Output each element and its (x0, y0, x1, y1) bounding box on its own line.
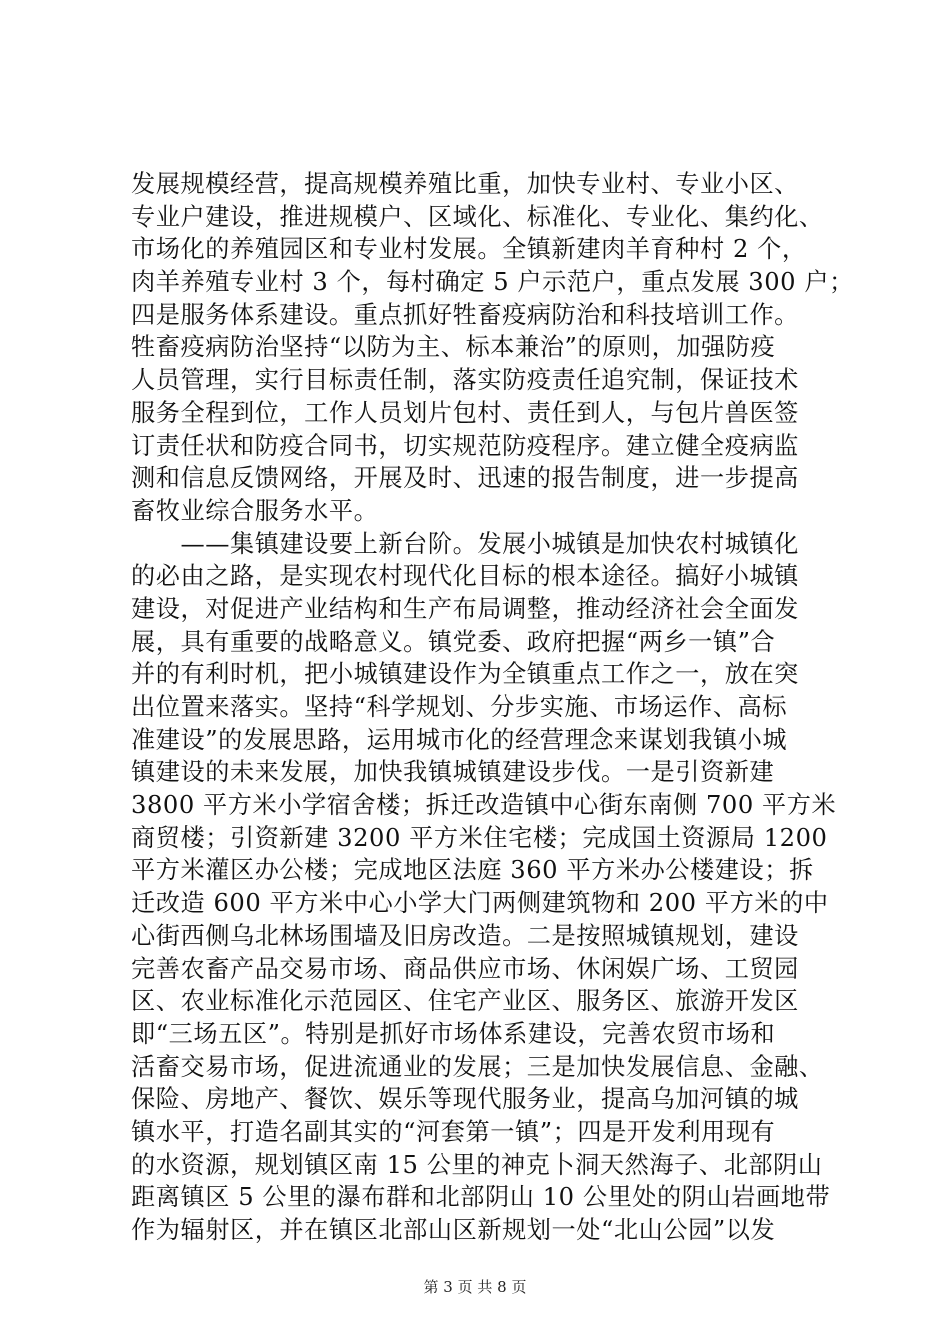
text-line: 镇水平，打造名副其实的“河套第一镇”；四是开发利用现有 (131, 1117, 776, 1146)
text-line: 测和信息反馈网络，开展及时、迅速的报告制度，进一步提高 (131, 464, 799, 493)
text-line: 迁改造 600 平方米中心小学大门两侧建筑物和 200 平方米的中 (131, 889, 829, 918)
text-line: 心街西侧乌北林场围墙及旧房改造。二是按照城镇规划，建设 (131, 921, 799, 950)
page-number-footer: 第 3 页 共 8 页 (423, 1278, 527, 1296)
text-line: 专业户建设，推进规模户、区域化、标准化、专业化、集约化、 (131, 202, 824, 231)
text-line: 服务全程到位，工作人员划片包村、责任到人，与包片兽医签 (131, 398, 799, 427)
text-line: 订责任状和防疫合同书，切实规范防疫程序。建立健全疫病监 (131, 431, 799, 460)
text-line: 肉羊养殖专业村 3 个，每村确定 5 户示范户，重点发展 300 户； (131, 268, 854, 297)
text-line: 商贸楼；引资新建 3200 平方米住宅楼；完成国土资源局 1200 (131, 823, 828, 852)
text-line: 准建设”的发展思路，运用城市化的经营理念来谋划我镇小城 (131, 725, 788, 754)
text-line: 镇建设的未来发展，加快我镇城镇建设步伐。一是引资新建 (131, 758, 775, 787)
text-line: 四是服务体系建设。重点抓好牲畜疫病防治和科技培训工作。 (131, 300, 799, 329)
text-line: 牲畜疫病防治坚持“以防为主、标本兼治”的原则，加强防疫 (131, 333, 776, 362)
text-line: 畜牧业综合服务水平。 (131, 496, 379, 525)
text-line: 活畜交易市场，促进流通业的发展；三是加快发展信息、金融、 (131, 1052, 824, 1081)
text-line: 保险、房地产、餐饮、娱乐等现代服务业，提高乌加河镇的城 (131, 1085, 799, 1114)
text-line: 距离镇区 5 公里的瀑布群和北部阴山 10 公里处的阴山岩画地带 (131, 1183, 831, 1212)
text-line: 区、农业标准化示范园区、住宅产业区、服务区、旅游开发区 (131, 987, 799, 1016)
text-line: 发展规模经营，提高规模养殖比重，加快专业村、专业小区、 (131, 170, 799, 198)
text-line: 的水资源，规划镇区南 15 公里的神克卜洞天然海子、北部阴山 (131, 1150, 823, 1179)
text-line: 即“三场五区”。特别是抓好市场体系建设，完善农贸市场和 (131, 1019, 776, 1048)
text-line: 的必由之路，是实现农村现代化目标的根本途径。搞好小城镇 (131, 562, 799, 591)
text-line: 平方米灌区办公楼；完成地区法庭 360 平方米办公楼建设；拆 (131, 856, 814, 885)
text-line: 展，具有重要的战略意义。镇党委、政府把握“两乡一镇”合 (131, 627, 776, 656)
text-line: 建设，对促进产业结构和生产布局调整，推动经济社会全面发 (131, 594, 799, 623)
text-line: ——集镇建设要上新台阶。发展小城镇是加快农村城镇化 (131, 529, 799, 558)
text-line: 完善农畜产品交易市场、商品供应市场、休闲娱广场、工贸园 (131, 954, 799, 983)
body-text (131, 168, 854, 1247)
text-line: 市场化的养殖园区和专业村发展。全镇新建肉羊育种村 2 个， (131, 235, 807, 264)
text-line: 人员管理，实行目标责任制，落实防疫责任追究制，保证技术 (131, 366, 799, 395)
text-line: 并的有利时机，把小城镇建设作为全镇重点工作之一，放在突 (131, 660, 799, 689)
text-line: 作为辐射区，并在镇区北部山区新规划一处“北山公园”以发 (131, 1216, 776, 1244)
text-line: 出位置来落实。坚持“科学规划、分步实施、市场运作、高标 (131, 693, 788, 721)
text-line: 3800 平方米小学宿舍楼；拆迁改造镇中心街东南侧 700 平方米 (131, 791, 837, 820)
